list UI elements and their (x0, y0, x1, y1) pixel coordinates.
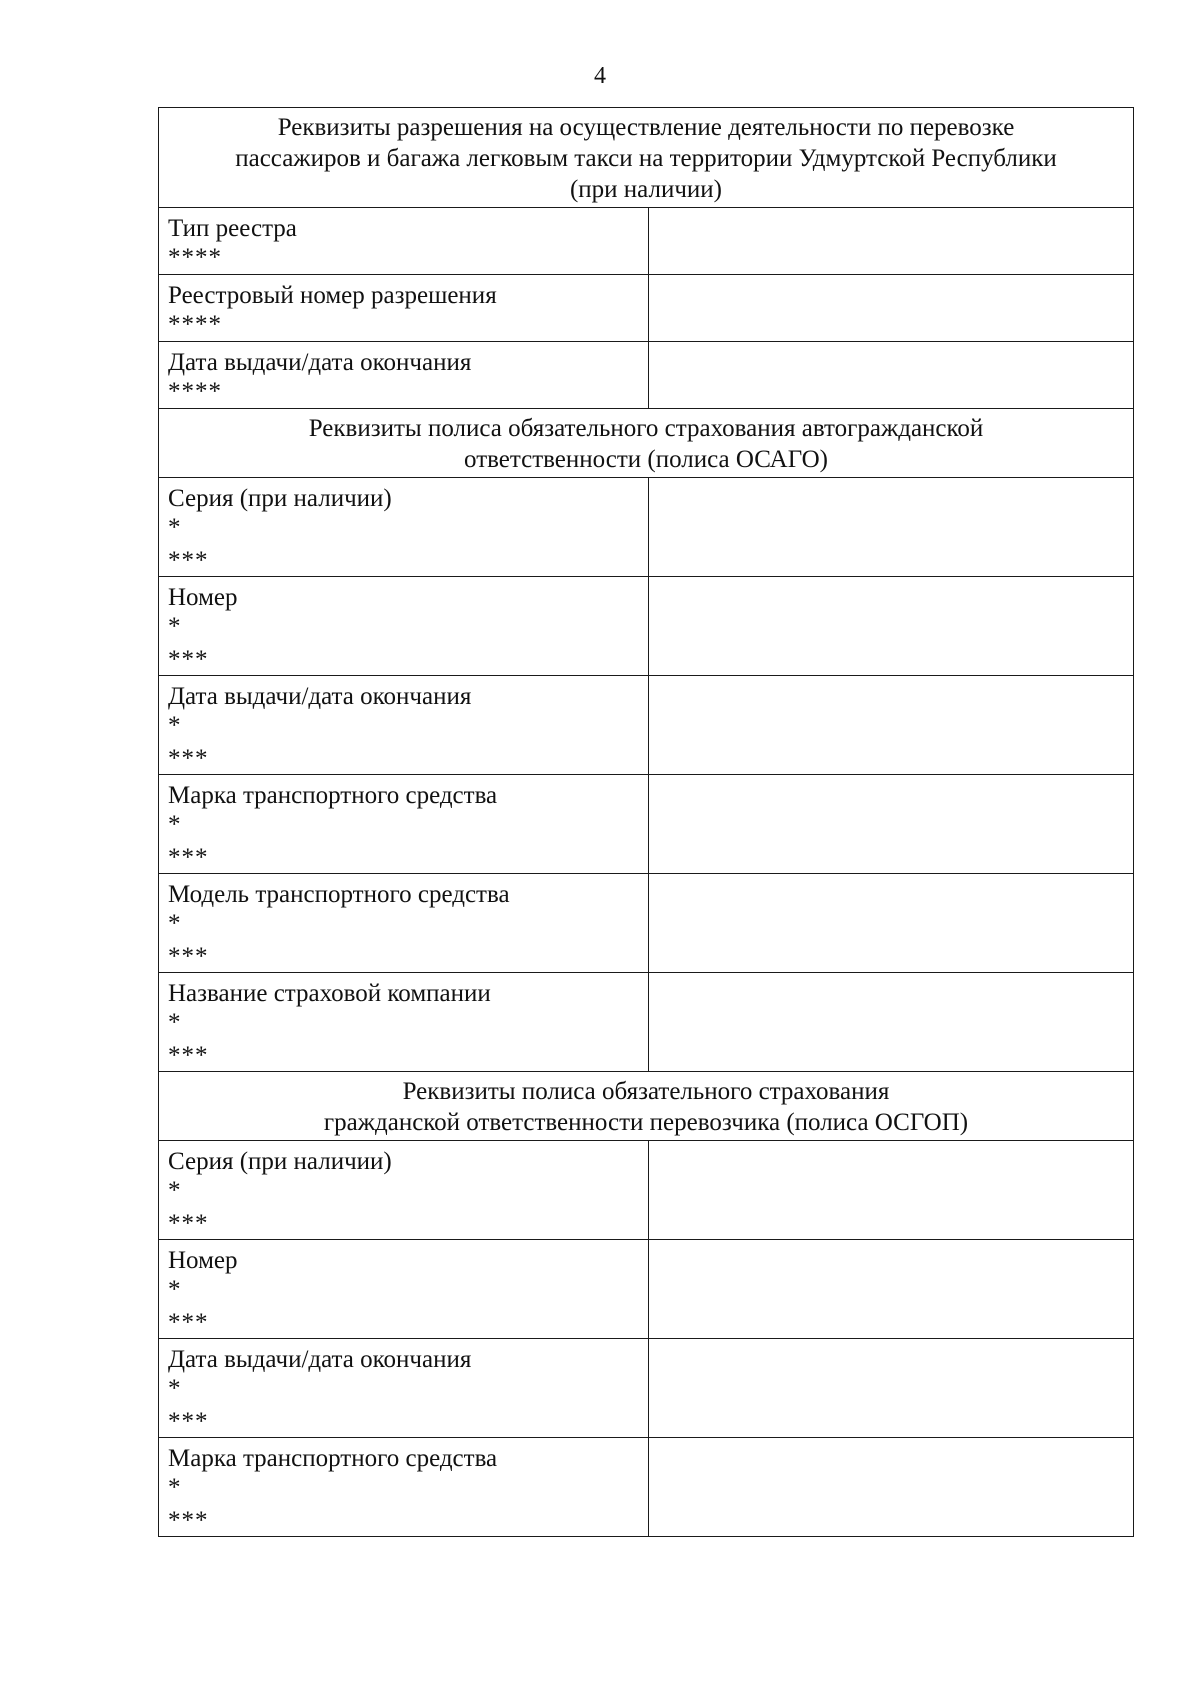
osgop-policy-section-header-row (159, 1072, 1134, 1141)
section-header (159, 409, 1134, 478)
footnote-marker: * (168, 1009, 182, 1036)
field-label: Модель транспортного средства (168, 881, 510, 908)
field-row (159, 775, 1134, 874)
field-label: Серия (при наличии) (168, 485, 392, 512)
field-value-cell[interactable] (649, 775, 1134, 874)
footnote-marker: **** (168, 244, 222, 271)
footnote-marker: *** (168, 943, 209, 970)
section-header-line: ответственности (полиса ОСАГО) (464, 446, 828, 473)
field-label: Серия (при наличии) (168, 1148, 392, 1175)
footnote-marker: **** (168, 378, 222, 405)
footnote-marker: *** (168, 745, 209, 772)
footnote-marker: * (168, 811, 182, 838)
footnote-marker: * (168, 712, 182, 739)
field-label-cell (159, 577, 649, 676)
field-label: Номер (168, 1247, 238, 1274)
page-number: 4 (594, 63, 606, 89)
footnote-marker: **** (168, 311, 222, 338)
footnote-marker: *** (168, 547, 209, 574)
footnote-marker: *** (168, 844, 209, 871)
field-label: Марка транспортного средства (168, 782, 498, 809)
field-row (159, 874, 1134, 973)
field-label-cell (159, 676, 649, 775)
field-label-cell (159, 208, 649, 275)
footnote-marker: * (168, 613, 182, 640)
section-header (159, 108, 1134, 208)
field-row (159, 577, 1134, 676)
taxi-permit-section-header-row (159, 108, 1134, 208)
footnote-marker: * (168, 1177, 182, 1204)
field-row (159, 676, 1134, 775)
field-label: Дата выдачи/дата окончания (168, 349, 472, 376)
field-row (159, 1339, 1134, 1438)
footnote-marker: * (168, 1375, 182, 1402)
footnote-marker: *** (168, 1042, 209, 1069)
footnote-marker: *** (168, 1408, 209, 1435)
footnote-marker: * (168, 1276, 182, 1303)
field-label-cell (159, 1240, 649, 1339)
field-value-cell[interactable] (649, 1240, 1134, 1339)
field-label: Номер (168, 584, 238, 611)
field-label: Тип реестра (168, 215, 297, 242)
field-row (159, 1141, 1134, 1240)
field-value-cell[interactable] (649, 676, 1134, 775)
field-label-cell (159, 275, 649, 342)
field-row (159, 1438, 1134, 1537)
section-header-line: Реквизиты полиса обязательного страхования автогражданской (308, 415, 984, 442)
field-label-cell (159, 342, 649, 409)
section-header-line: гражданской ответственности перевозчика (полиса ОСГОП) (323, 1109, 969, 1136)
field-value-cell[interactable] (649, 973, 1134, 1072)
footnote-marker: *** (168, 1309, 209, 1336)
footnote-marker: * (168, 910, 182, 937)
section-header-line: (при наличии) (569, 176, 723, 203)
field-label-cell (159, 1438, 649, 1537)
footnote-marker: *** (168, 1210, 209, 1237)
field-label-cell (159, 775, 649, 874)
field-label-cell (159, 973, 649, 1072)
section-header-line: Реквизиты полиса обязательного страхования (402, 1078, 890, 1105)
field-label: Дата выдачи/дата окончания (168, 683, 472, 710)
field-label: Реестровый номер разрешения (168, 282, 497, 309)
field-label: Марка транспортного средства (168, 1445, 498, 1472)
field-value-cell[interactable] (649, 1339, 1134, 1438)
footnote-marker: *** (168, 1507, 209, 1534)
field-value-cell[interactable] (649, 208, 1134, 275)
form-table-body (159, 108, 1134, 1537)
field-value-cell[interactable] (649, 275, 1134, 342)
footnote-marker: * (168, 514, 182, 541)
field-value-cell[interactable] (649, 874, 1134, 973)
field-label-cell (159, 478, 649, 577)
footnote-marker: *** (168, 646, 209, 673)
field-value-cell[interactable] (649, 1438, 1134, 1537)
section-header-line: Реквизиты разрешения на осуществление деятельности по перевозке (277, 114, 1015, 141)
field-value-cell[interactable] (649, 342, 1134, 409)
field-row (159, 208, 1134, 275)
field-label-cell (159, 1339, 649, 1438)
section-header (159, 1072, 1134, 1141)
field-label-cell (159, 1141, 649, 1240)
field-row (159, 342, 1134, 409)
field-value-cell[interactable] (649, 478, 1134, 577)
field-row (159, 275, 1134, 342)
requisites-form-table (158, 107, 1134, 1537)
field-row (159, 478, 1134, 577)
field-value-cell[interactable] (649, 577, 1134, 676)
field-label: Название страховой компании (168, 980, 491, 1007)
field-label-cell (159, 874, 649, 973)
footnote-marker: * (168, 1474, 182, 1501)
osago-policy-section-header-row (159, 409, 1134, 478)
field-row (159, 1240, 1134, 1339)
field-value-cell[interactable] (649, 1141, 1134, 1240)
field-label: Дата выдачи/дата окончания (168, 1346, 472, 1373)
section-header-line: пассажиров и багажа легковым такси на территории Удмуртской Республики (235, 145, 1057, 172)
field-row (159, 973, 1134, 1072)
